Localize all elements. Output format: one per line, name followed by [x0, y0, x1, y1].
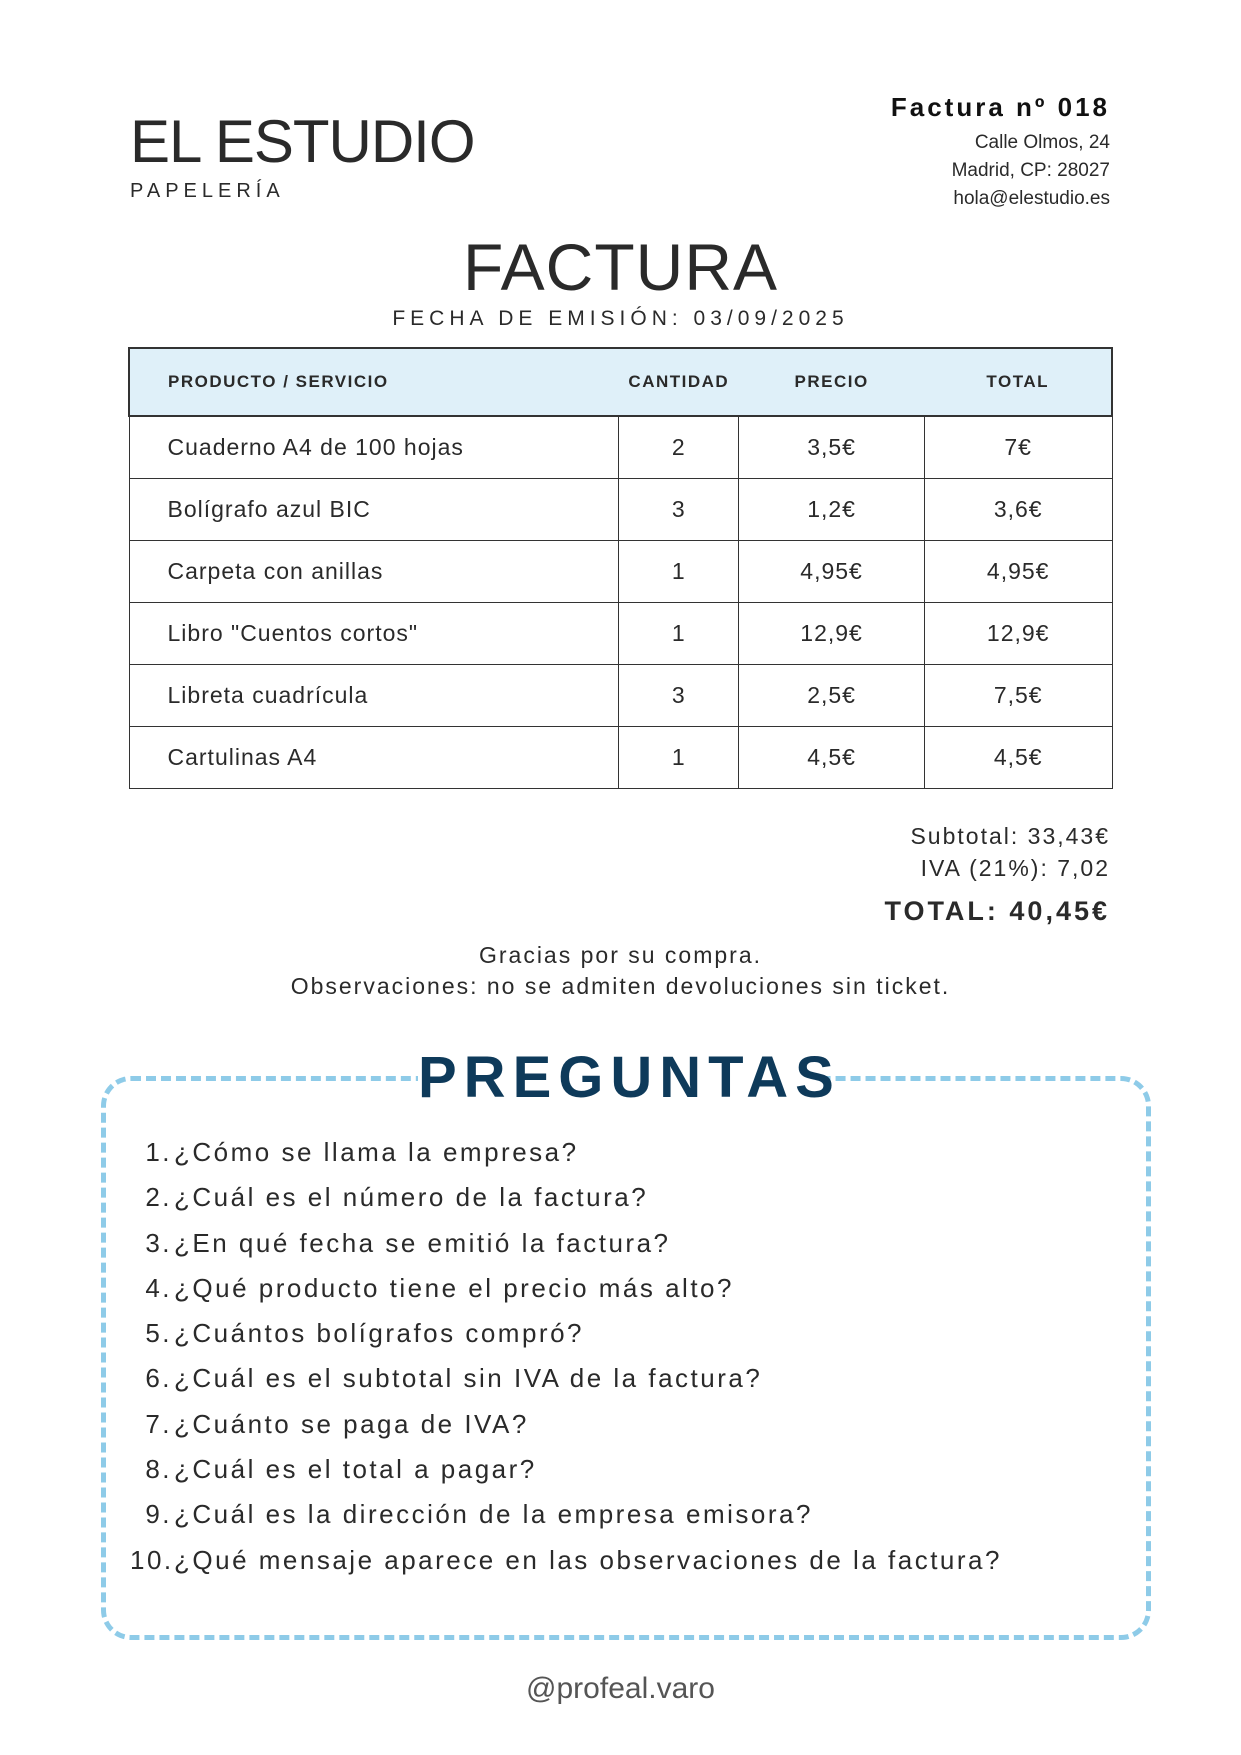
question-text: ¿Cuánto se paga de IVA?	[174, 1408, 529, 1439]
cell-quantity: 1	[619, 603, 739, 665]
cell-product: Bolígrafo azul BIC	[129, 479, 619, 541]
question-number: 2.	[145, 1182, 172, 1213]
thanks-message: Gracias por su compra.	[478, 942, 763, 968]
question-text: ¿Cuál es el total a pagar?	[174, 1454, 537, 1485]
question-number: 6.	[145, 1363, 172, 1394]
table-row	[129, 727, 1112, 789]
list-item	[130, 1447, 1002, 1492]
cell-price: 1,2€	[739, 479, 925, 541]
question-number: 1.	[145, 1137, 172, 1167]
list-item	[130, 1221, 1002, 1266]
list-item	[130, 1356, 1002, 1401]
invoice-info	[891, 92, 1110, 213]
cell-price: 4,95€	[739, 541, 925, 603]
cell-quantity: 3	[619, 479, 739, 541]
question-number: 9.	[145, 1499, 172, 1530]
table-row	[129, 541, 1112, 603]
issue-date: FECHA DE EMISIÓN: 03/09/2025	[392, 307, 849, 330]
list-item	[130, 1311, 1002, 1356]
header-price: PRECIO	[739, 348, 925, 416]
cell-quantity: 2	[619, 416, 739, 479]
company-email: hola@elestudio.es	[953, 188, 1110, 209]
list-item	[130, 1130, 1002, 1175]
list-item	[130, 1492, 1002, 1537]
company-name: EL ESTUDIO	[130, 108, 475, 175]
table-row	[129, 416, 1112, 479]
address-line-2: Madrid, CP: 28027	[951, 160, 1110, 181]
notes	[0, 940, 1241, 1002]
question-number: 8.	[145, 1454, 172, 1485]
cell-total: 3,6€	[924, 479, 1112, 541]
question-text: ¿Cuál es la dirección de la empresa emisora?	[174, 1499, 813, 1530]
items-table	[128, 347, 1113, 789]
observations: Observaciones: no se admiten devoluciones sin ticket.	[290, 973, 951, 999]
list-item	[130, 1266, 1002, 1311]
cell-price: 12,9€	[739, 603, 925, 665]
question-text: ¿Cuál es el número de la factura?	[174, 1182, 649, 1213]
list-item	[130, 1538, 1002, 1583]
question-number: 4.	[145, 1272, 172, 1303]
question-text: ¿Cuántos bolígrafos compró?	[174, 1318, 585, 1349]
question-text: ¿Qué mensaje aparece en las observaciones de la factura?	[174, 1544, 1002, 1575]
totals-block	[884, 820, 1110, 927]
subtotal: Subtotal: 33,43€	[910, 823, 1110, 849]
question-number: 5.	[145, 1318, 172, 1349]
question-text: ¿Qué producto tiene el precio más alto?	[174, 1272, 734, 1303]
table-header-row	[129, 348, 1112, 416]
questions-title: PREGUNTAS	[418, 1045, 841, 1110]
cell-price: 2,5€	[739, 665, 925, 727]
header-quantity: CANTIDAD	[619, 348, 739, 416]
list-item	[130, 1175, 1002, 1220]
cell-total: 4,95€	[924, 541, 1112, 603]
cell-product: Cuaderno A4 de 100 hojas	[129, 416, 619, 479]
question-text: ¿Cuál es el subtotal sin IVA de la factura?	[174, 1363, 763, 1394]
cell-product: Libro "Cuentos cortos"	[129, 603, 619, 665]
cell-total: 4,5€	[924, 727, 1112, 789]
cell-quantity: 1	[619, 727, 739, 789]
cell-price: 3,5€	[739, 416, 925, 479]
question-text: ¿En qué fecha se emitió la factura?	[174, 1227, 671, 1258]
invoice-number: Factura nº 018	[890, 92, 1110, 122]
iva: IVA (21%): 7,02	[920, 855, 1110, 881]
cell-price: 4,5€	[739, 727, 925, 789]
cell-total: 7€	[924, 416, 1112, 479]
cell-product: Carpeta con anillas	[129, 541, 619, 603]
header-product: PRODUCTO / SERVICIO	[129, 348, 619, 416]
cell-total: 7,5€	[924, 665, 1112, 727]
question-number: 7.	[145, 1408, 172, 1439]
cell-total: 12,9€	[924, 603, 1112, 665]
address-line-1: Calle Olmos, 24	[974, 132, 1110, 153]
company-subtitle: PAPELERÍA	[130, 180, 285, 202]
table-row	[129, 479, 1112, 541]
cell-product: Libreta cuadrícula	[129, 665, 619, 727]
questions-list	[130, 1130, 1002, 1583]
header-total: TOTAL	[924, 348, 1112, 416]
question-text: ¿Cómo se llama la empresa?	[174, 1137, 579, 1167]
cell-product: Cartulinas A4	[129, 727, 619, 789]
grand-total: TOTAL: 40,45€	[884, 896, 1110, 926]
author-handle: @profeal.varo	[526, 1672, 715, 1705]
list-item	[130, 1402, 1002, 1447]
cell-quantity: 1	[619, 541, 739, 603]
table-row	[129, 603, 1112, 665]
cell-quantity: 3	[619, 665, 739, 727]
question-number: 10.	[130, 1544, 174, 1575]
question-number: 3.	[145, 1227, 172, 1258]
document-title: FACTURA	[462, 230, 779, 304]
table-row	[129, 665, 1112, 727]
